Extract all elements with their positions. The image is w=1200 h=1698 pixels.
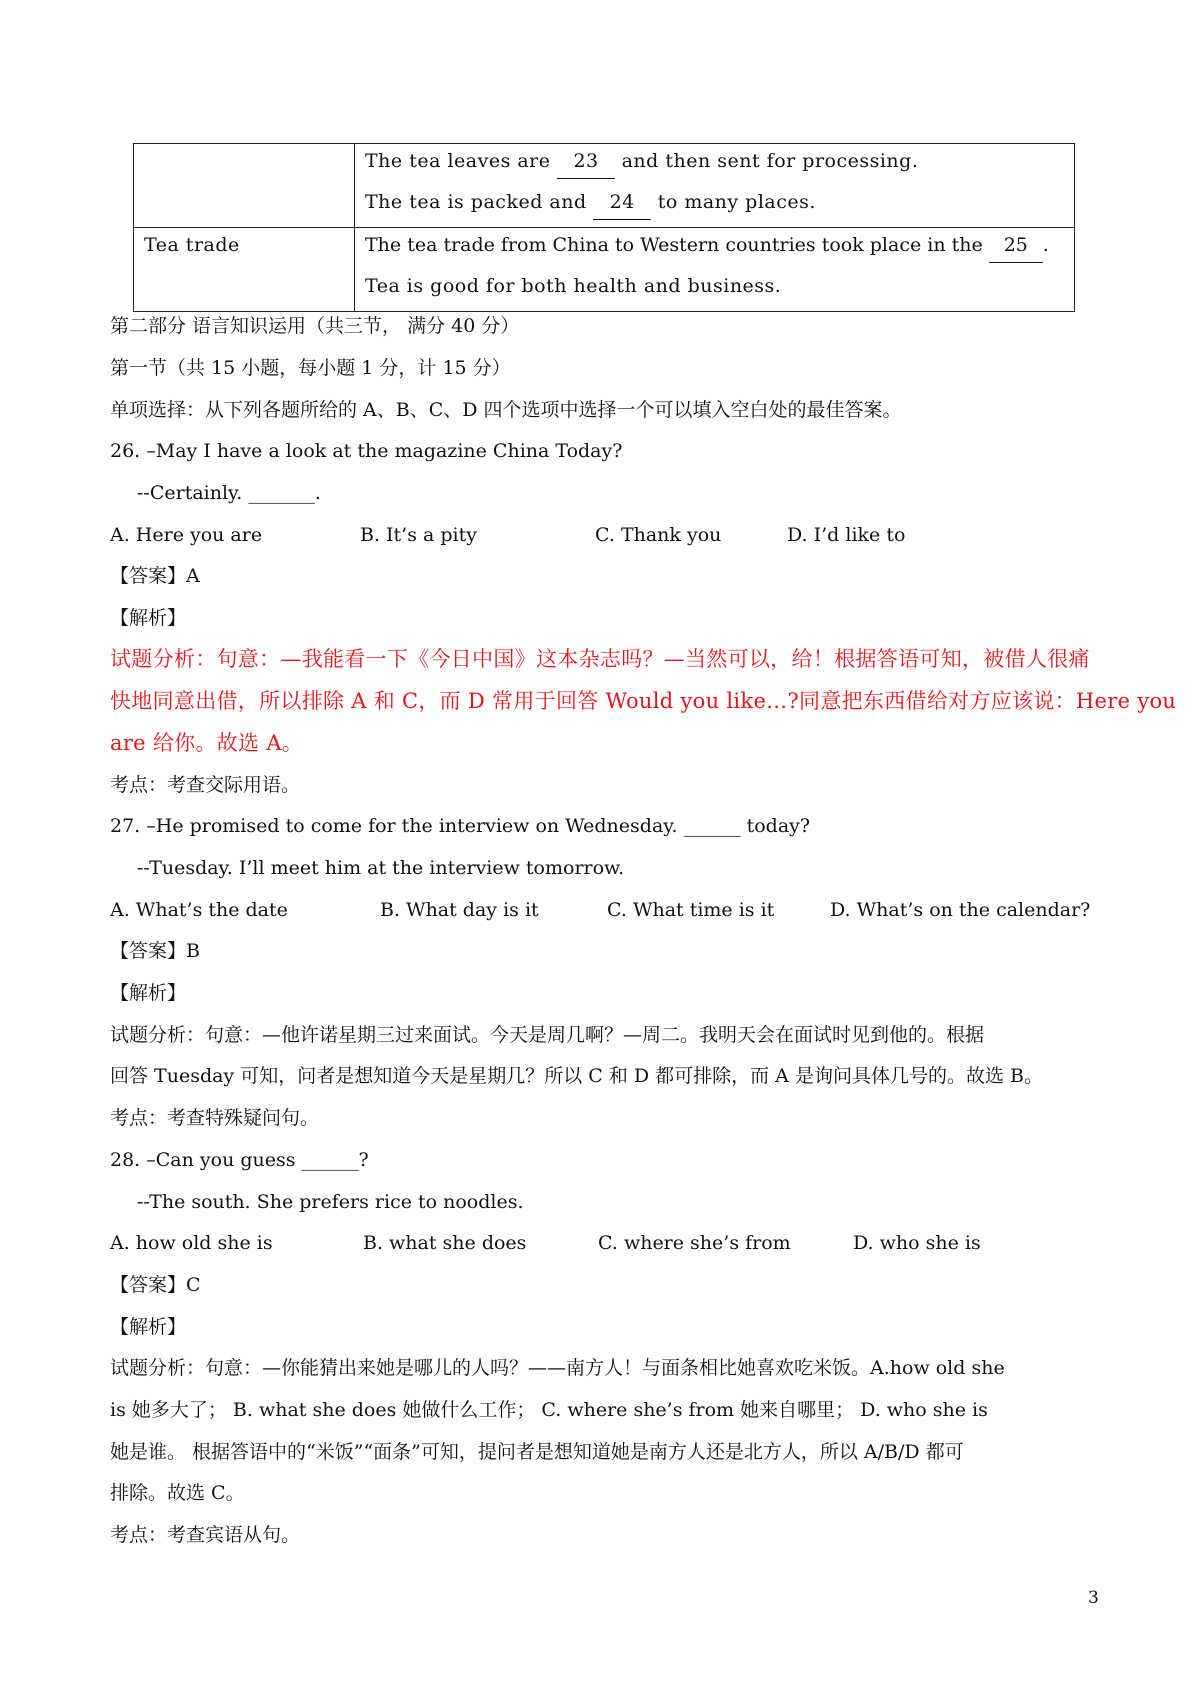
- table-line: The tea trade from China to Western countries took place in the 25 .: [365, 228, 1074, 269]
- question-26-stem: 26. –May I have a look at the magazine China Today?: [110, 440, 623, 462]
- question-27-reply: --Tuesday. I’ll meet him at the interview tomorrow.: [137, 857, 625, 879]
- option-c: C. where she’s from: [598, 1232, 791, 1254]
- analysis-text: 试题分析：句意：—你能猜出来她是哪儿的人吗？——南方人！与面条相比她喜欢吃米饭。A.how old she: [110, 1357, 1005, 1379]
- analysis-text: 回答 Tuesday 可知，问者是想知道今天是星期几？所以 C 和 D 都可排除，而 A 是询问具体几号的。故选 B。: [110, 1065, 1043, 1087]
- analysis-text: 试题分析：句意：—他许诺星期三过来面试。今天是周几啊？—周二。我明天会在面试时见到他的。根据: [110, 1024, 985, 1046]
- option-b: B. what she does: [363, 1232, 527, 1254]
- option-d: D. I’d like to: [787, 524, 906, 546]
- answer: 【答案】A: [110, 565, 200, 587]
- table-row: [134, 144, 1075, 228]
- blank-24: 24: [593, 185, 651, 220]
- table-line: The tea is packed and 24 to many places.: [365, 185, 1074, 226]
- tea-table: [133, 143, 1075, 312]
- analysis-text: 排除。故选 C。: [110, 1482, 245, 1504]
- table-row: [134, 228, 1075, 312]
- option-a: A. how old she is: [110, 1232, 273, 1254]
- question-28-stem: 28. –Can you guess ______?: [110, 1149, 369, 1171]
- page-number: 3: [1088, 1588, 1099, 1608]
- table-line: Tea is good for both health and business.: [365, 275, 782, 297]
- blank-23: 23: [557, 144, 615, 179]
- test-point: 考点：考查宾语从句。: [110, 1524, 301, 1546]
- option-d: D. who she is: [853, 1232, 981, 1254]
- table-cell-label: Tea trade: [134, 228, 355, 312]
- option-c: C. Thank you: [595, 524, 722, 546]
- analysis-label: 【解析】: [110, 607, 187, 629]
- test-point: 考点：考查交际用语。: [110, 774, 301, 796]
- question-28-reply: --The south. She prefers rice to noodles.: [137, 1191, 524, 1213]
- blank-25: 25: [989, 228, 1043, 263]
- table-line: The tea leaves are 23 and then sent for processing.: [365, 144, 1074, 185]
- analysis-label: 【解析】: [110, 1316, 187, 1338]
- test-point: 考点：考查特殊疑问句。: [110, 1107, 320, 1129]
- answer: 【答案】B: [110, 940, 200, 962]
- analysis-text: 快地同意出借，所以排除 A 和 C，而 D 常用于回答 Would you like…?同意把东西借给对方应该说：Here you: [110, 689, 1177, 713]
- instruction: 单项选择：从下列各题所给的 A、B、C、D 四个选项中选择一个可以填入空白处的最佳答案。: [110, 399, 902, 421]
- analysis-label: 【解析】: [110, 982, 187, 1004]
- part-title: 第二部分 语言知识运用（共三节， 满分 40 分）: [110, 315, 520, 337]
- table-cell-label: [134, 144, 355, 228]
- analysis-text: are 给你。故选 A。: [110, 731, 304, 755]
- question-26-reply: --Certainly. _______.: [137, 482, 321, 504]
- analysis-text: is 她多大了； B. what she does 她做什么工作； C. where she’s from 她来自哪里； D. who she is: [110, 1399, 988, 1421]
- option-a: A. What’s the date: [110, 899, 288, 921]
- option-b: B. What day is it: [380, 899, 539, 921]
- answer: 【答案】C: [110, 1274, 201, 1296]
- analysis-text: 她是谁。 根据答语中的“米饭”“面条”可知，提问者是想知道她是南方人还是北方人，所以 A/B/D 都可: [110, 1441, 964, 1463]
- option-a: A. Here you are: [110, 524, 263, 546]
- analysis-text: 试题分析：句意：—我能看一下《今日中国》这本杂志吗？—当然可以，给！根据答语可知，被借人很痛: [110, 647, 1090, 671]
- option-c: C. What time is it: [607, 899, 775, 921]
- table-cell-content: [355, 144, 1075, 228]
- question-27-stem: 27. –He promised to come for the interview on Wednesday. ______ today?: [110, 815, 811, 837]
- option-b: B. It’s a pity: [360, 524, 477, 546]
- section-title: 第一节（共 15 小题，每小题 1 分，计 15 分）: [110, 357, 511, 379]
- option-d: D. What’s on the calendar?: [830, 899, 1091, 921]
- table-cell-content: [355, 228, 1075, 312]
